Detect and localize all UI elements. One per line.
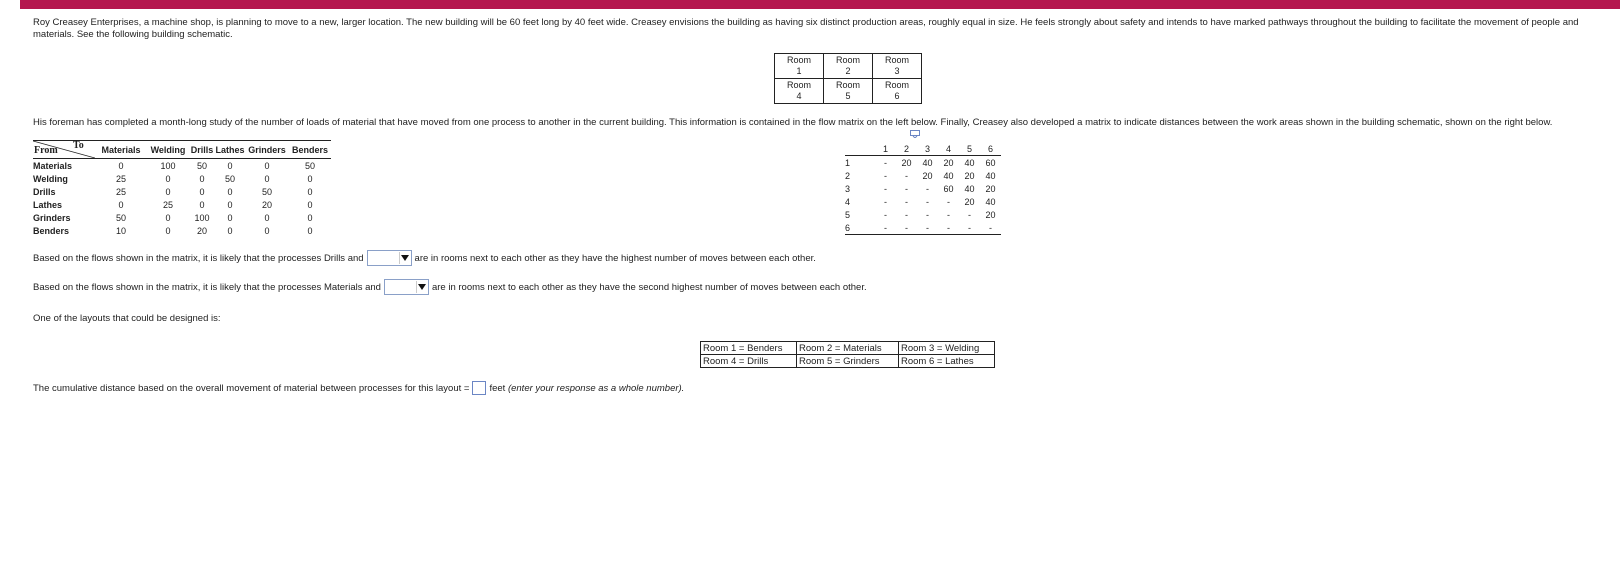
chevron-down-icon[interactable]: [416, 281, 427, 293]
layout-table: [700, 341, 995, 368]
flow-col-header: Lathes: [215, 141, 245, 159]
distance-row-cell: 40: [985, 170, 996, 181]
room-number: 5: [845, 91, 851, 101]
distance-row-header: 3: [845, 183, 851, 194]
room-word: Room: [835, 80, 860, 90]
flow-row-cell: 100: [160, 160, 176, 171]
flow-row-cell: 0: [199, 186, 205, 197]
flow-col-header: Welding: [147, 141, 189, 159]
distance-col-header: 1: [875, 142, 896, 156]
flow-row-cell: 20: [261, 199, 272, 210]
distance-row-cell: -: [968, 209, 971, 220]
distance-row-header: 5: [845, 209, 851, 220]
layout-cell: Room 3 = Welding: [899, 342, 995, 355]
cumulative-hint: (enter your response as a whole number).: [507, 382, 685, 394]
distance-row-cell: -: [926, 183, 929, 194]
schematic-room: [824, 54, 873, 79]
flow-row-cell: 0: [264, 212, 270, 223]
flow-col-header: Materials: [95, 141, 147, 159]
distance-matrix: [845, 142, 1001, 235]
from-label: From: [34, 145, 58, 156]
q1-text-after: are in rooms next to each other as they have the highest number of moves between each other.: [414, 252, 816, 264]
cumulative-text: The cumulative distance based on the overall movement of material between processes for this layout =: [33, 382, 470, 394]
distance-row: [845, 182, 1001, 195]
flow-row-cell: 0: [165, 225, 171, 236]
flow-row-cell: 20: [196, 225, 207, 236]
distance-col-header: 6: [980, 142, 1001, 156]
schematic-room: [873, 54, 922, 79]
distance-row-cell: -: [896, 221, 917, 235]
flow-row: [33, 224, 331, 237]
schematic-room: [873, 79, 922, 104]
flow-row-cell: 100: [194, 212, 210, 223]
to-label: To: [73, 140, 84, 151]
flow-row-cell: 0: [118, 199, 124, 210]
flow-col-header: Benders: [289, 141, 331, 159]
cumulative-question: [33, 381, 684, 395]
flow-row-cell: 0: [165, 173, 171, 184]
flow-row-cell: 0: [165, 212, 171, 223]
distance-row-cell: 20: [964, 196, 975, 207]
distance-row-cell: 40: [943, 170, 954, 181]
flow-row-cell: 0: [307, 173, 313, 184]
flow-row-cell: 0: [227, 160, 233, 171]
flow-matrix: [33, 140, 331, 237]
flow-row-cell: 50: [196, 160, 207, 171]
flow-row-header: Benders: [33, 225, 70, 236]
distance-row-header: 1: [845, 157, 851, 168]
question-2: [33, 279, 867, 295]
flow-row-cell: 50: [261, 186, 272, 197]
q2-text-before: Based on the flows shown in the matrix, it is likely that the processes Materials and: [33, 281, 381, 293]
flow-row-cell: 50: [115, 212, 126, 223]
flow-row-header: Materials: [33, 160, 73, 171]
flow-row-cell: 0: [227, 199, 233, 210]
distance-row-cell: -: [905, 183, 908, 194]
question-1: [33, 250, 816, 266]
flow-row-cell: 0: [118, 160, 124, 171]
distance-row-cell: -: [905, 196, 908, 207]
distance-row-cell: -: [959, 221, 980, 235]
flow-row-cell: 0: [165, 186, 171, 197]
room-number: 4: [796, 91, 802, 101]
flow-row-cell: 25: [115, 173, 126, 184]
distance-row-cell: 40: [922, 157, 933, 168]
layout-cell: Room 5 = Grinders: [797, 355, 899, 368]
distance-row-cell: 60: [943, 183, 954, 194]
from-to-header: [33, 141, 95, 159]
flow-row-cell: 25: [115, 186, 126, 197]
flow-row-cell: 0: [264, 225, 270, 236]
distance-col-header: 5: [959, 142, 980, 156]
distance-row: [845, 221, 1001, 235]
distance-col-header: 3: [917, 142, 938, 156]
distance-corner: [845, 142, 875, 156]
flow-row-header: Lathes: [33, 199, 63, 210]
flow-row-cell: 0: [264, 160, 270, 171]
distance-row-cell: -: [884, 209, 887, 220]
room-number: 1: [796, 66, 802, 76]
room-number: 2: [845, 66, 851, 76]
flow-header-row: [33, 141, 331, 159]
q1-text-before: Based on the flows shown in the matrix, it is likely that the processes Drills and: [33, 252, 364, 264]
distance-row-header: 4: [845, 196, 851, 207]
distance-row-cell: -: [905, 209, 908, 220]
distance-row-cell: -: [926, 209, 929, 220]
distance-row-cell: 20: [943, 157, 954, 168]
schematic-room: [775, 54, 824, 79]
distance-row-cell: -: [905, 170, 908, 181]
room-number: 6: [894, 91, 900, 101]
distance-row-cell: -: [917, 221, 938, 235]
flow-row-cell: 0: [199, 173, 205, 184]
flow-row-cell: 0: [227, 212, 233, 223]
flow-row: [33, 198, 331, 211]
flow-row: [33, 172, 331, 185]
flow-row-cell: 50: [304, 160, 315, 171]
room-word: Room: [884, 55, 909, 65]
flow-row-cell: 0: [307, 186, 313, 197]
distance-row: [845, 208, 1001, 221]
flow-col-header: Grinders: [245, 141, 289, 159]
layout-cell: Room 2 = Materials: [797, 342, 899, 355]
layout-cell: Room 1 = Benders: [701, 342, 797, 355]
flow-row-cell: 10: [115, 225, 126, 236]
problem-intro: Roy Creasey Enterprises, a machine shop, is planning to move to a new, larger location. The new building will be 60 feet long by 40 feet wide. Creasey envisions the building as having six distinct production areas, roughly equal in size. He feels strongly about safety and intends to have marked pathways throughout the building to facilitate the movement of people and materials. See the following building schematic.: [33, 17, 1579, 40]
room-word: Room: [786, 80, 811, 90]
distance-row-cell: -: [938, 221, 959, 235]
distance-row-cell: 40: [985, 196, 996, 207]
q2-text-after: are in rooms next to each other as they have the second highest number of moves between each other.: [431, 281, 867, 293]
distance-row-cell: -: [875, 221, 896, 235]
flow-row: [33, 211, 331, 224]
layout-cell: Room 6 = Lathes: [899, 355, 995, 368]
layout-row: [701, 342, 995, 355]
layout-cell: Room 4 = Drills: [701, 355, 797, 368]
distance-row-cell: 20: [922, 170, 933, 181]
q2-dropdown[interactable]: [384, 279, 429, 295]
schematic-row: [775, 79, 922, 104]
distance-row-cell: 20: [901, 157, 912, 168]
flow-row-cell: 0: [227, 225, 233, 236]
schematic-row: [775, 54, 922, 79]
schematic-room: [824, 79, 873, 104]
flow-row-header: Drills: [33, 186, 56, 197]
distance-row-cell: -: [947, 209, 950, 220]
distance-col-header: 2: [896, 142, 917, 156]
cumulative-unit: feet: [489, 382, 506, 394]
distance-row: [845, 156, 1001, 170]
room-word: Room: [835, 55, 860, 65]
distance-header-row: [845, 142, 1001, 156]
distance-row-cell: -: [884, 183, 887, 194]
flow-row-cell: 0: [307, 212, 313, 223]
distance-row-cell: 20: [985, 209, 996, 220]
room-number: 3: [894, 66, 900, 76]
distance-row: [845, 195, 1001, 208]
layout-intro: One of the layouts that could be designed is:: [33, 313, 221, 324]
flow-row-header: Welding: [33, 173, 68, 184]
distance-row-cell: -: [980, 221, 1001, 235]
flow-row-header: Grinders: [33, 212, 71, 223]
flow-row-cell: 0: [199, 199, 205, 210]
distance-row: [845, 169, 1001, 182]
distance-row-header: 2: [845, 170, 851, 181]
flow-row-cell: 25: [162, 199, 173, 210]
room-word: Room: [884, 80, 909, 90]
layout-row: [701, 355, 995, 368]
q1-dropdown[interactable]: [367, 250, 412, 266]
distance-row-cell: -: [884, 196, 887, 207]
distance-row-cell: -: [884, 157, 887, 168]
flow-row-cell: 0: [227, 186, 233, 197]
distance-row-cell: 60: [985, 157, 996, 168]
schematic-room: [775, 79, 824, 104]
distance-row-cell: 20: [985, 183, 996, 194]
chevron-down-icon[interactable]: [399, 252, 410, 264]
flow-row-cell: 0: [307, 199, 313, 210]
building-schematic: [774, 53, 922, 104]
foreman-text: His foreman has completed a month-long study of the number of loads of material that have moved from one process to another in the current building. This information is contained in the flow matrix on the left below. Finally, Creasey also developed a matrix to indicate distances between the work areas shown in the building schematic, shown on the right below.: [33, 117, 1553, 128]
flow-row: [33, 185, 331, 198]
distance-row-cell: 40: [964, 183, 975, 194]
distance-row-cell: 20: [964, 170, 975, 181]
distance-row-cell: -: [947, 196, 950, 207]
flow-row-cell: 0: [264, 173, 270, 184]
distance-row-cell: 40: [964, 157, 975, 168]
flow-row-cell: 50: [224, 173, 235, 184]
distance-row-cell: -: [926, 196, 929, 207]
distance-row-cell: -: [884, 170, 887, 181]
distance-row-header: 6: [845, 221, 875, 235]
room-word: Room: [786, 55, 811, 65]
distance-col-header: 4: [938, 142, 959, 156]
flow-col-header: Drills: [189, 141, 215, 159]
top-accent-bar: [20, 0, 1620, 9]
flow-row: [33, 159, 331, 173]
expand-icon[interactable]: [910, 130, 920, 138]
cumulative-answer-input[interactable]: [472, 381, 486, 395]
flow-row-cell: 0: [307, 225, 313, 236]
